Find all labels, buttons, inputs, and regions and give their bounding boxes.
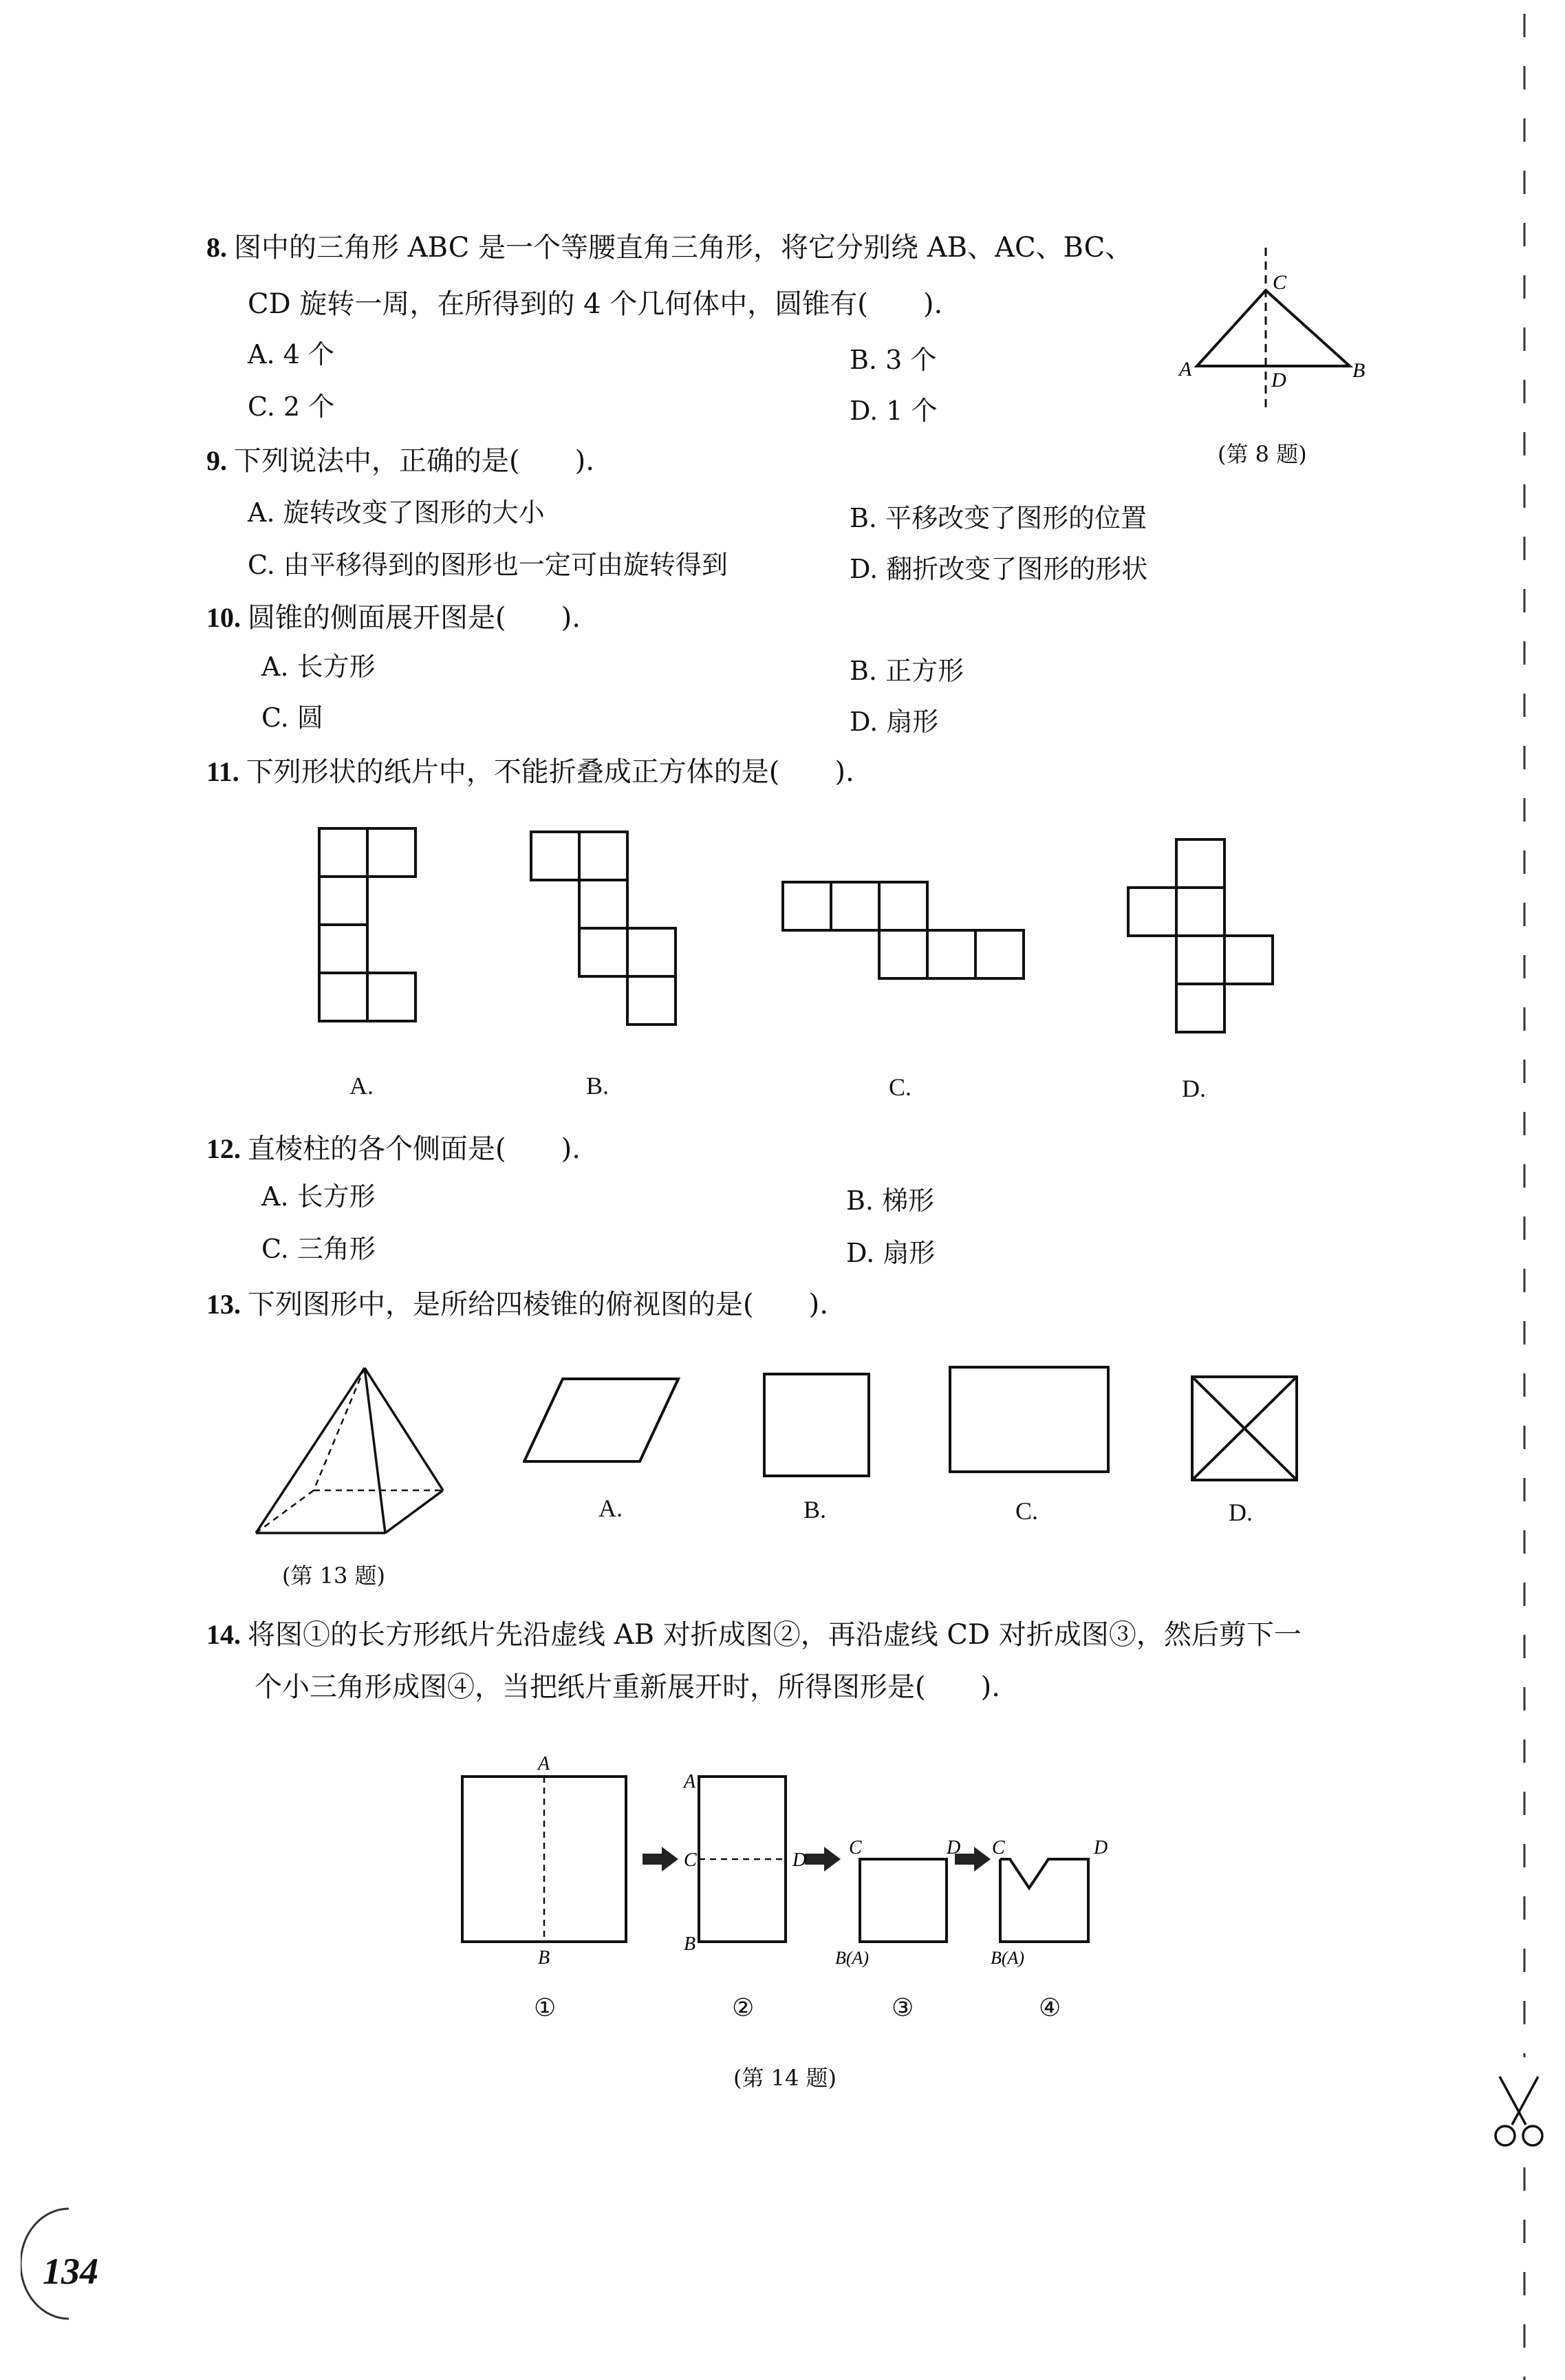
q14-fig3-label-d: D [947, 1837, 961, 1858]
q14-fig1-label-b: B [538, 1947, 550, 1969]
q10-option-d: D. 扇形 [850, 707, 939, 737]
q13-text: 下列图形中，是所给四棱锥的俯视图的是( ). [248, 1289, 828, 1320]
q11-text: 下列形状的纸片中，不能折叠成正方体的是( ). [246, 756, 854, 788]
q14-figure-4-cut [1000, 1859, 1088, 1942]
q12-number: 12. [206, 1133, 241, 1164]
q9-text: 下列说法中，正确的是( ). [234, 445, 594, 477]
q13-pyramid-figure [255, 1362, 454, 1548]
q8-number: 8. [206, 232, 227, 263]
q14-fig3-label-c: C [849, 1837, 862, 1858]
q13-option-d-square-diagonals [1190, 1375, 1300, 1483]
q14-fig2-label-c: C [684, 1850, 697, 1871]
scissors-icon [1485, 2071, 1553, 2154]
q14-folding-figure [433, 1753, 1135, 2028]
q13-label-d: D. [1229, 1499, 1253, 1526]
q14-fig4-label-c: C [992, 1837, 1005, 1858]
q8-text-line1: 图中的三角形 ABC 是一个等腰直角三角形，将它分别绕 AB、AC、BC、 [234, 232, 1133, 264]
page-number: 134 [43, 2251, 98, 2292]
q12-text: 直棱柱的各个侧面是( ). [248, 1133, 581, 1165]
q8-label-d: D [1271, 369, 1286, 392]
q8-triangle-figure [1169, 241, 1376, 427]
q9-line [206, 444, 594, 478]
q9-option-a: A. 旋转改变了图形的大小 [248, 497, 545, 528]
q14-fig2-label-d: D [792, 1850, 807, 1871]
q14-number: 14. [206, 1619, 241, 1650]
q14-fig4-label-ba: B(A) [991, 1948, 1025, 1968]
q13-label-a: A. [598, 1494, 623, 1522]
q14-circled-2: ② [732, 1994, 755, 2022]
q11-label-b: B. [586, 1072, 609, 1100]
q13-caption: (第 13 题) [282, 1563, 386, 1589]
q10-text: 圆锥的侧面展开图是( ). [248, 602, 581, 634]
q10-number: 10. [206, 602, 241, 633]
q12-option-d: D. 扇形 [846, 1238, 936, 1268]
q12-option-a: A. 长方形 [261, 1181, 376, 1212]
q14-line1 [206, 1618, 1302, 1651]
q10-option-a: A. 长方形 [261, 652, 376, 682]
q12-line [206, 1133, 581, 1166]
q9-number: 9. [206, 445, 227, 476]
q10-option-c: C. 圆 [261, 703, 323, 733]
q11-label-c: C. [889, 1073, 912, 1101]
q13-line [206, 1288, 828, 1321]
q11-net-d [1125, 837, 1277, 1036]
q14-circled-3: ③ [892, 1994, 914, 2022]
q14-figure-3-rect [860, 1859, 947, 1942]
q11-net-c [780, 879, 1028, 983]
q10-line [206, 601, 581, 634]
q11-label-d: D. [1182, 1075, 1206, 1102]
q11-number: 11. [206, 756, 239, 787]
q8-option-a: A. 4 个 [248, 339, 334, 369]
q12-option-c: C. 三角形 [261, 1234, 376, 1264]
q10-option-b: B. 正方形 [850, 656, 964, 686]
q8-line1 [206, 231, 1132, 264]
q9-option-b: B. 平移改变了图形的位置 [850, 503, 1147, 533]
q8-option-b: B. 3 个 [850, 345, 937, 375]
q8-option-d: D. 1 个 [850, 396, 938, 426]
q8-option-c: C. 2 个 [248, 392, 335, 422]
q8-label-a: A [1179, 358, 1192, 380]
q13-option-b-square [762, 1372, 872, 1479]
q14-line2: 个小三角形成图④，当把纸片重新展开时，所得图形是( ). [255, 1671, 1000, 1703]
cut-line-dashed [1522, 0, 1527, 2380]
q11-net-b [528, 829, 680, 1029]
q13-option-a-parallelogram [523, 1376, 681, 1466]
q14-fig2-label-b: B [684, 1933, 696, 1955]
q13-label-b: B. [803, 1496, 827, 1523]
q11-label-a: A. [349, 1072, 374, 1100]
q9-option-d: D. 翻折改变了图形的形状 [850, 554, 1148, 584]
q12-option-b: B. 梯形 [846, 1186, 935, 1216]
q14-circled-4: ④ [1039, 1994, 1061, 2022]
q14-fig2-label-a: A [684, 1771, 696, 1792]
q13-label-c: C. [1015, 1497, 1039, 1525]
q14-circled-1: ① [534, 1994, 557, 2022]
q8-label-b: B [1352, 359, 1366, 382]
q13-number: 13. [206, 1289, 241, 1320]
q14-fig4-label-d: D [1094, 1837, 1108, 1858]
q11-line [206, 755, 854, 789]
arrow-right-icon [805, 1847, 841, 1872]
q14-text-line1: 将图①的长方形纸片先沿虚线 AB 对折成图②，再沿虚线 CD 对折成图③，然后剪下一 [248, 1619, 1302, 1651]
q13-option-c-rectangle [948, 1365, 1112, 1475]
arrow-right-icon [643, 1847, 678, 1872]
q11-net-a [316, 826, 420, 1025]
q14-fig3-label-ba: B(A) [835, 1948, 870, 1968]
q8-line2: CD 旋转一周，在所得到的 4 个几何体中，圆锥有( ). [248, 288, 943, 320]
q8-label-c: C [1273, 271, 1287, 294]
q8-triangle [1197, 290, 1350, 366]
q14-caption: (第 14 题) [733, 2065, 837, 2091]
q14-fig1-label-a: A [538, 1753, 550, 1775]
q8-caption: (第 8 题) [1218, 441, 1307, 467]
q9-option-c: C. 由平移得到的图形也一定可由旋转得到 [248, 550, 728, 580]
